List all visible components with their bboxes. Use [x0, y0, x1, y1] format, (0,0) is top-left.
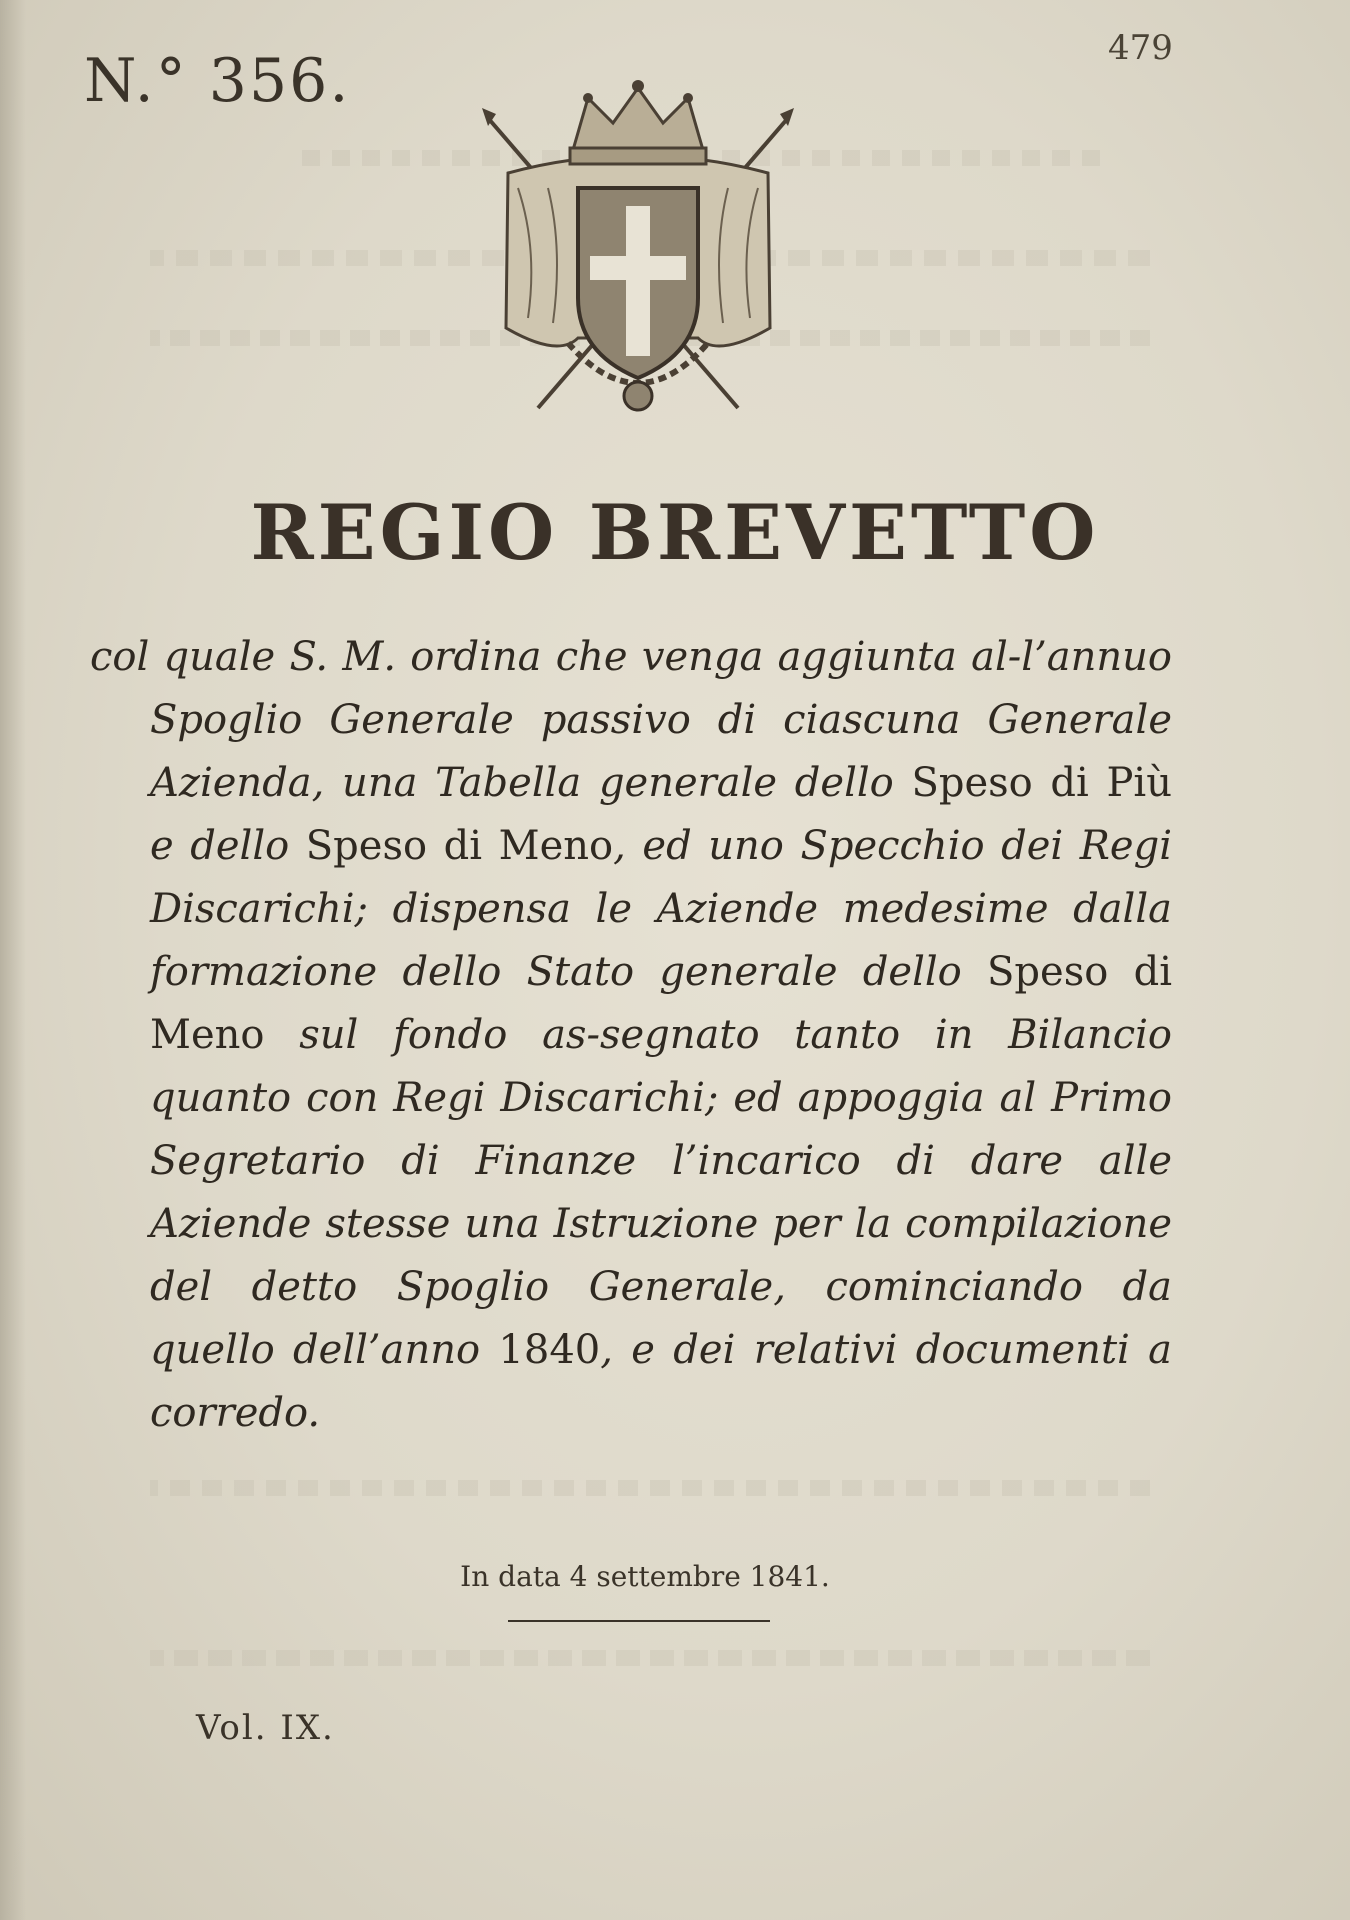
- page-number: 479: [1108, 28, 1173, 68]
- body-text-upright: Speso di Meno: [150, 949, 1172, 1058]
- divider-rule: [508, 1620, 770, 1622]
- body-text-part: , e dei relativi documenti a corredo.: [150, 1327, 1172, 1436]
- body-year: 1840: [498, 1327, 601, 1373]
- document-title: REGIO BREVETTO: [250, 488, 1100, 577]
- body-text-part: sul fondo as-segnato tanto in Bilancio quanto con Regi Discarichi; ed appoggia al Primo Segretario di Finanze l’incarico di dare alle Aziende stesse una Istruzione per la compilazione del detto Spoglio Generale, cominciando da quello dell’anno: [150, 1012, 1172, 1373]
- volume-label: Vol. IX.: [196, 1708, 335, 1748]
- body-text-part: col quale S. M. ordina che venga aggiunta al-l’annuo Spoglio Generale passivo di ciascuna Generale Azienda, una Tabella generale dello: [90, 634, 1172, 806]
- document-body: [90, 626, 1172, 1445]
- show-through-texture: [150, 1650, 1150, 1666]
- body-text-upright: Speso di Meno: [305, 823, 614, 869]
- royal-crest-icon: [478, 78, 798, 418]
- page-edge-shadow: [0, 0, 26, 1920]
- body-text-part: e dello: [150, 823, 306, 869]
- show-through-texture: [150, 1480, 1150, 1496]
- document-number: N.° 356.: [84, 46, 351, 116]
- body-text-upright: Speso di Più: [911, 760, 1172, 806]
- document-date: In data 4 settembre 1841.: [460, 1560, 830, 1593]
- body-text-part: , ed uno Specchio dei Regi Discarichi; dispensa le Aziende medesime dalla formazione dello Stato generale dello: [150, 823, 1172, 995]
